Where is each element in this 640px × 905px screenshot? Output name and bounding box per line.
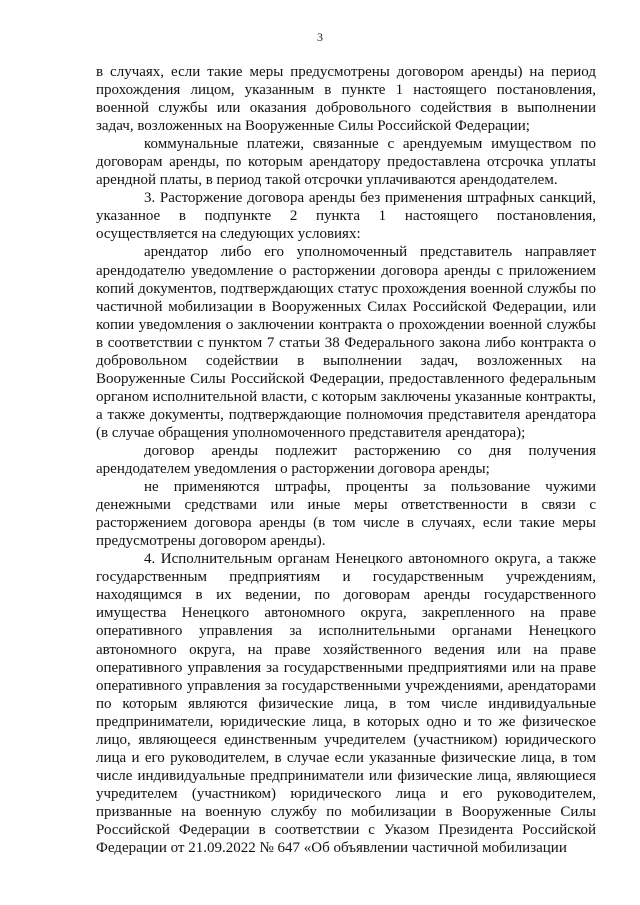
paragraph-1: в случаях, если такие меры предусмотрены договором аренды) на период прохождения лицом, указанным в пункте 1 настоящего постановления, военной службы или оказания добровольного содействия в выполнении задач, возложенных на Вооруженные Силы Российской Федерации; [96, 64, 596, 135]
page-number: 3 [317, 30, 323, 44]
paragraph-4: арендатор либо его уполномоченный представитель направляет арендодателю уведомление о расторжении договора аренды с приложением копий документов, подтверждающих статус прохождения военной службы по частичной мобилизации в Вооруженных Силах Российской Федерации, или копии уведомления о заключении контракта о прохождении военной службы в соответствии с пунктом 7 статьи 38 Федерального закона либо контракта о добровольном содействии в выполнении задач, возложенных на Вооруженные Силы Российской Федерации, предоставленного федеральным органом исполнительной власти, с которым заключены указанные контракты, а также документы, подтверждающие полномочия представителя арендатора (в случае обращения уполномоченного представителя арендатора); [96, 244, 596, 441]
paragraph-7: 4. Исполнительным органам Ненецкого автономного округа, а также государственным предприятиям и государственным учреждениям, находящимся в их ведении, по договорам аренды государственного имущества Ненецкого автономного округа, закрепленного на праве оперативного управления за исполнительными органами Ненецкого автономного округа, на праве хозяйственного ведения или на праве оперативного управления за государственными предприятиями или на праве оперативного управления за государственными учреждениями, арендаторами по которым являются физические лица, в том числе индивидуальные предприниматели, юридические лица, в которых одно и то же физическое лицо, являющееся единственным учредителем (участником) юридического лица и его руководителем, в случае если указанные физические лица, в том числе индивидуальные предприниматели или физические лица, являющиеся учредителем (участником) юридического лица и его руководителем, призванные на военную службу по мобилизации в Вооруженные Силы Российской Федерации в соответствии с Указом Президента Российской Федерации от 21.09.2022 № 647 «Об объявлении частичной мобилизации [96, 551, 596, 857]
paragraph-5: договор аренды подлежит расторжению со дня получения арендодателем уведомления о расторжении договора аренды; [96, 442, 596, 478]
paragraph-2: коммунальные платежи, связанные с арендуемым имуществом по договорам аренды, по которым арендатору предоставлена отсрочка уплаты арендной платы, в период такой отсрочки уплачиваются арендодателем. [96, 136, 596, 189]
document-body [96, 63, 596, 857]
paragraph-6: не применяются штрафы, проценты за пользование чужими денежными средствами или иные меры ответственности в связи с расторжением договора аренды (в том числе в случаях, если такие меры предусмотрены договором аренды). [96, 479, 596, 550]
paragraph-3: 3. Расторжение договора аренды без применения штрафных санкций, указанное в подпункте 2 пункта 1 настоящего постановления, осуществляется на следующих условиях: [96, 190, 596, 243]
